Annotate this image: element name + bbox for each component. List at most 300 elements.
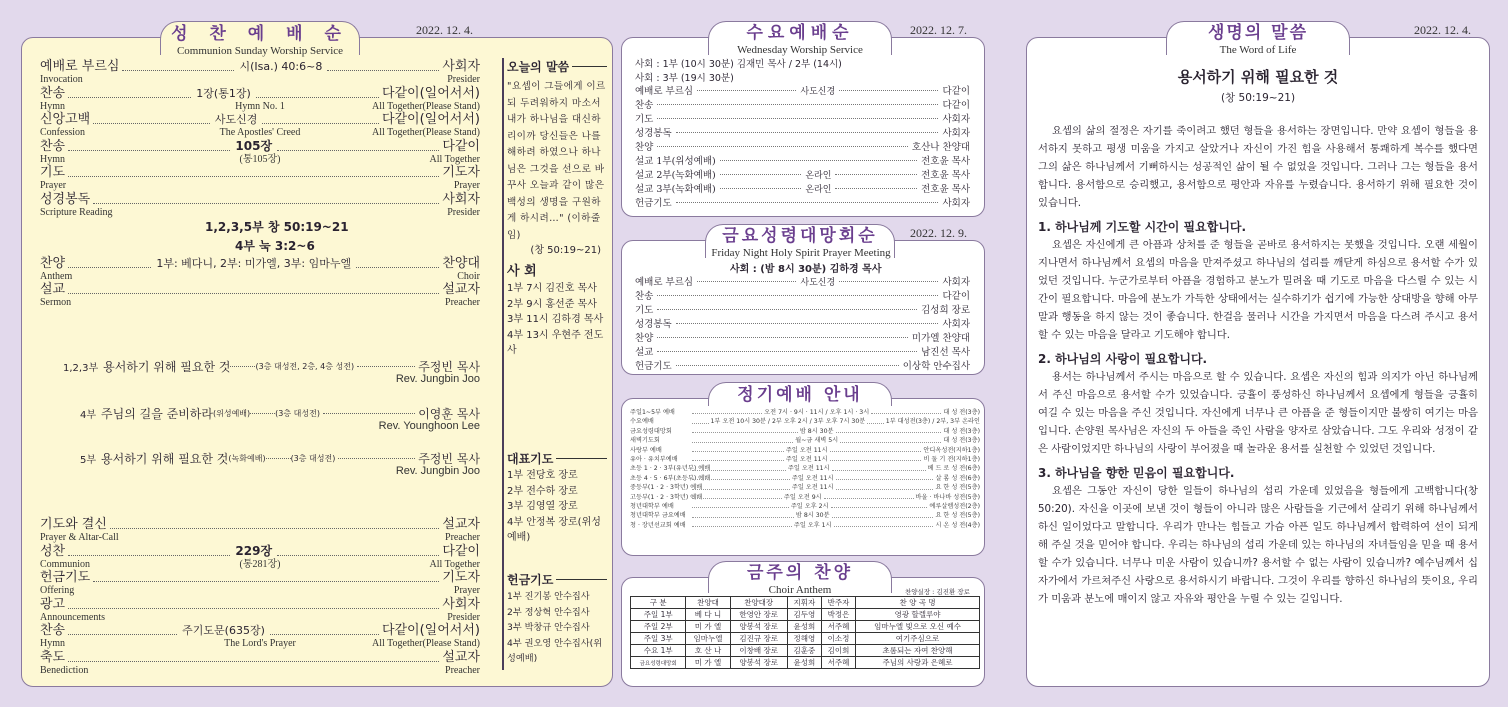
- dotted-leader: [68, 150, 230, 151]
- dotted-leader: [697, 281, 796, 282]
- service-line-role: 호산나 찬양대: [911, 142, 970, 153]
- side-list-item: 3부 11시 김하경 목사: [507, 314, 604, 325]
- service-line-role: 전호윤 목사: [921, 170, 970, 181]
- service-line-role: 사회자: [942, 128, 970, 139]
- dotted-leader: [832, 470, 926, 471]
- service-line-role: 남진선 목사: [921, 347, 970, 358]
- side-list-item: 내가 하나님을 대신하: [507, 114, 601, 125]
- choir-cell: 정해영: [787, 633, 821, 645]
- order-item: [40, 518, 480, 543]
- word-reference: (창 50:19~21): [1220, 92, 1296, 104]
- order-item-detail: 주기도문(635장): [182, 624, 265, 637]
- sermon-service: 5부: [80, 455, 97, 466]
- order-item-role-english: Preacher: [445, 297, 480, 308]
- scripture-line-1: 1,2,3,5부 창 50:19~21: [205, 220, 349, 234]
- service-line: [635, 303, 970, 315]
- service-line-label: 설교: [635, 347, 654, 358]
- dotted-leader: [692, 526, 792, 527]
- choir-cell: 윤성희: [787, 621, 821, 633]
- service-line: [635, 126, 970, 138]
- order-item-detail-sub: The Lord's Prayer: [224, 638, 296, 649]
- order-item-label: 찬송: [40, 623, 66, 638]
- choir-cell: 이소정: [821, 633, 855, 645]
- schedule-time: 주일 오전 11시: [785, 455, 828, 463]
- side-list-item: 3부 박창규 안수집사: [507, 622, 590, 633]
- order-item-role-english: All Together(Please Stand): [372, 100, 480, 112]
- order-item: [40, 257, 480, 282]
- order-item-role-english: All Together(Please Stand): [372, 127, 480, 138]
- order-item-english: Communion: [40, 558, 91, 570]
- dotted-leader: [230, 366, 255, 367]
- word-section-heading: 1. 하나님께 기도할 시간이 필요합니다.: [1038, 220, 1247, 234]
- sermon-title-note: (위성예배): [213, 409, 251, 418]
- dotted-leader: [836, 479, 934, 480]
- service-line-role: 사회자: [942, 198, 970, 209]
- choir-subtitle: Choir Anthem: [768, 584, 832, 596]
- sermon-title: 용서하기 위해 필요한 것: [101, 452, 229, 466]
- schedule-row: [630, 408, 980, 417]
- choir-row: [631, 609, 980, 621]
- service-line: [635, 289, 970, 301]
- order-item-label: 성찬: [40, 543, 66, 559]
- schedule-row: [630, 511, 980, 520]
- side-list-item: 꾸사 오늘과 같이 많은: [507, 180, 605, 191]
- choir-cell: 양봉석 장로: [730, 657, 787, 669]
- schedule-title: 정기예배 안내: [737, 385, 863, 405]
- word-headline: 용서하기 위해 필요한 것: [1177, 68, 1339, 86]
- order-item-label: 신앙고백: [40, 112, 91, 127]
- presiders-title: 사 회: [507, 264, 537, 279]
- order-row-english: [40, 559, 480, 570]
- service-line-label: 찬송: [635, 100, 654, 111]
- dotted-leader: [832, 517, 934, 518]
- order-item-role-english: Preacher: [445, 532, 480, 543]
- dotted-leader: [834, 526, 934, 527]
- choir-cell: 임마누엘: [686, 633, 730, 645]
- dotted-leader: [692, 489, 790, 490]
- choir-title-tab: [708, 561, 892, 596]
- schedule-name: 청년대학부 금요예배: [630, 512, 686, 520]
- side-list-item: 1부 7시 김진호 목사: [507, 283, 597, 294]
- schedule-title-tab: [708, 382, 892, 406]
- order-item-role: 사회자: [442, 596, 480, 612]
- choir-header-cell: 찬 양 곡 명: [856, 597, 980, 609]
- service-line: [635, 317, 970, 329]
- order-item-role-english: Prayer: [453, 180, 480, 191]
- choir-cell: 임마누엘 빛으로 오신 예수: [856, 621, 980, 633]
- dotted-leader: [93, 203, 439, 204]
- order-item-role: 사회자: [442, 191, 480, 207]
- schedule-row: [630, 436, 980, 445]
- sermon-service: 4부: [80, 410, 97, 421]
- service-line-role: 전호윤 목사: [921, 184, 970, 195]
- order-item-role: 다같이(일어서서): [381, 85, 480, 101]
- side-list-item: 리이까 당신들은 나를: [507, 130, 601, 142]
- order-item-english: Hymn: [40, 100, 65, 112]
- choir-cell: 주일 3부: [631, 633, 686, 645]
- order-item-label: 성경봉독: [40, 191, 91, 207]
- order-item-detail: 229장: [235, 543, 273, 558]
- side-list-item: 1부 전당호 장로: [507, 470, 578, 481]
- sunday-subtitle: Communion Sunday Worship Service: [176, 45, 344, 57]
- order-item-role-english: All Together: [429, 153, 480, 165]
- dotted-leader: [692, 517, 794, 518]
- side-list-item: 게 하시려…" (이하줄임): [507, 213, 601, 241]
- dotted-leader: [357, 366, 415, 367]
- service-line: [635, 182, 970, 194]
- order-item-role: 설교자: [442, 282, 480, 297]
- sermon-location: (3층 대성전, 2층, 4층 성전): [255, 362, 355, 371]
- dotted-leader: [720, 188, 802, 189]
- dotted-leader: [93, 123, 210, 124]
- choir-cell: 초롬되는 자여 찬양해: [856, 645, 980, 657]
- sunday-title: 성 찬 예 배 순: [171, 24, 349, 44]
- order-item-detail: 사도신경: [214, 113, 258, 126]
- order-item-label: 설교: [40, 282, 66, 297]
- choir-title: 금주의 찬양: [746, 563, 854, 583]
- schedule-time: 오전 7시 · 9시 · 11시 / 오후 1시 · 3시: [764, 409, 870, 416]
- side-list-item: 님은 그것을 선으로 바: [507, 163, 605, 175]
- side-list-item: 2부 9시 홍선준 목사: [507, 298, 597, 310]
- schedule-place: 비 둘 기 전(지하1층): [923, 455, 980, 463]
- order-row-english: [40, 154, 480, 165]
- schedule-place: 예루살렘성전(2층): [929, 502, 980, 510]
- order-item-english: Prayer: [40, 180, 67, 191]
- order-item: [40, 140, 480, 165]
- friday-date: 2022. 12. 9.: [910, 226, 967, 240]
- service-line: [635, 168, 970, 180]
- order-item-label: 축도: [40, 649, 66, 665]
- service-line: [635, 140, 970, 152]
- schedule-row: [630, 502, 980, 511]
- dotted-leader: [266, 458, 291, 459]
- choir-cell: 수요 1부: [631, 645, 686, 657]
- choir-header-cell: 구 분: [631, 597, 686, 609]
- choir-cell: 김두영: [787, 609, 821, 621]
- order-item-label: 찬양: [40, 256, 66, 271]
- word-date: 2022. 12. 4.: [1414, 23, 1471, 37]
- order-row: [40, 60, 480, 74]
- schedule-name: 초등 1 · 2 · 3부(유년부) 예배: [630, 465, 711, 473]
- dotted-leader: [277, 150, 439, 151]
- service-line-label: 헌금기도: [635, 361, 672, 372]
- schedule-row: [630, 483, 980, 492]
- service-line-label: 기도: [635, 305, 654, 316]
- choir-cell: 서주혜: [821, 621, 855, 633]
- dotted-leader: [692, 442, 793, 443]
- choir-cell: 윤성희: [787, 657, 821, 669]
- order-item: [40, 283, 480, 308]
- service-line-detail: 사도신경: [800, 86, 836, 97]
- word-section-heading: 2. 하나님의 사랑이 필요합니다.: [1038, 352, 1208, 366]
- schedule-place: 요 한 성 전(5층): [935, 484, 980, 492]
- order-row-english: [40, 665, 480, 676]
- service-line-role: 사회자: [942, 319, 970, 330]
- schedule-time: 주일 오전 11시: [791, 474, 834, 482]
- service-line-label: 설교 1부(위성예배): [635, 156, 716, 167]
- service-line: [635, 154, 970, 166]
- dotted-leader: [839, 281, 938, 282]
- service-line-role: 다같이: [942, 100, 970, 111]
- order-item-role: 설교자: [442, 517, 480, 532]
- order-item-english: Offering: [40, 585, 75, 596]
- side-list-item: 백성의 생명을 구원하: [507, 196, 601, 208]
- schedule-place: 1부 대성전(3층) / 2부, 3부 온라인: [885, 418, 980, 426]
- dotted-leader: [68, 634, 177, 635]
- dotted-leader: [657, 146, 908, 147]
- dotted-leader: [327, 70, 439, 71]
- order-item-english: Anthem: [40, 271, 73, 282]
- order-item-role-english: All Together(Please Stand): [372, 638, 480, 649]
- order-item-label: 기도와 결신: [40, 517, 107, 532]
- sermon-title-note: (녹화예배): [228, 454, 266, 463]
- order-item-label: 찬송: [40, 138, 66, 154]
- word-subtitle: The Word of Life: [1219, 44, 1297, 56]
- word-title-tab: [1166, 21, 1350, 55]
- side-list-item: 2부 전수하 장로: [507, 485, 578, 497]
- choir-cell: 양봉석 장로: [730, 621, 787, 633]
- dotted-leader: [68, 661, 439, 662]
- order-item-role-english: All Together: [429, 558, 480, 570]
- side-list-item: 1부 진기봉 안수집사: [507, 591, 590, 602]
- choir-cell: 영광 할렐루야: [856, 609, 980, 621]
- order-item-english: Benediction: [40, 664, 89, 676]
- dotted-leader: [68, 293, 439, 294]
- order-row: [40, 624, 480, 638]
- schedule-time: 주일 오전 11시: [787, 465, 830, 473]
- dotted-leader: [692, 451, 784, 452]
- choir-row: [631, 633, 980, 645]
- dotted-leader: [356, 267, 439, 268]
- dotted-leader: [835, 188, 917, 189]
- order-item: [40, 651, 480, 676]
- dotted-leader: [676, 323, 939, 324]
- schedule-name: 고등부(1 · 2 · 3학년) 예배: [630, 493, 703, 501]
- choir-table: [630, 596, 980, 669]
- service-line-label: 기도: [635, 114, 654, 125]
- friday-lead: 사회 : (밤 8시 30분) 김하경 목사: [730, 264, 882, 275]
- sermon-location: (3층 대성전): [275, 409, 320, 418]
- service-line: [635, 112, 970, 124]
- order-item-detail-sub: Hymn No. 1: [235, 100, 285, 112]
- sermon-preacher: 이영훈 목사: [418, 407, 480, 421]
- order-item-role: 기도자: [442, 570, 480, 585]
- order-item-role-english: Presider: [447, 74, 480, 85]
- order-item-detail: 시(Isa.) 40:6~8: [239, 60, 323, 73]
- schedule-name: 청 · 장년선교회 예배: [630, 521, 686, 529]
- schedule-row: [630, 417, 980, 426]
- today-word-title: 오늘의 말씀: [507, 60, 570, 74]
- order-item-detail: 105장: [235, 138, 273, 153]
- service-line: [635, 359, 970, 371]
- schedule-name: 청년대학부 예배: [630, 502, 674, 510]
- friday-title-tab: [705, 224, 895, 258]
- word-section-heading: 3. 하나님을 향한 믿음이 필요합니다.: [1038, 466, 1235, 480]
- order-row: [40, 545, 480, 559]
- order-item-detail: 1장(통1장): [196, 86, 251, 100]
- choir-cell: 여기주심으로: [856, 633, 980, 645]
- order-item-english: Hymn: [40, 638, 65, 649]
- service-line-detail: 온라인: [805, 184, 832, 195]
- word-intro: 요셉의 삶의 절정은 자기를 죽이려고 했던 형들을 용서하는 장면입니다. 만약 요셉이 형들을 용서하지 못하고 평생 미움을 가지고 살았거나 자신이 가진 힘을 사용해서 통쾌하게 복수를 했다면 그의 삶은 하나님께서 기뻐하시는 성공적인 삶이 될 수 없었을 것입니다. 그러나 그는 형들을 용서합니다. 용서함으로 승리했고, 용서함으로 평안과 자유를 누렸습니다. 용서하기 위해 필요한 것이 있습니다.: [1038, 125, 1478, 209]
- dotted-leader: [68, 176, 439, 177]
- dotted-leader: [250, 413, 275, 414]
- dotted-leader: [839, 90, 938, 91]
- order-item-label: 기도: [40, 165, 66, 180]
- service-line-label: 설교 3부(녹화예배): [635, 184, 716, 195]
- dotted-leader: [676, 202, 939, 203]
- sermon-preacher-english: Rev. Younghoon Lee: [378, 420, 480, 432]
- order-row: [40, 518, 480, 532]
- dotted-leader: [824, 498, 914, 499]
- schedule-time: 밤 8시 30분: [799, 427, 834, 435]
- schedule-time: 주일 오후 2시: [790, 502, 829, 510]
- order-row: [40, 140, 480, 154]
- word-section-body: 용서는 하나님께서 주시는 마음으로 할 수 있습니다. 요셉은 자신의 힘과 의지가 아닌 하나님께서 주신 마음으로 용서할 수가 있었습니다. 긍휼이 풍성하신 하나님께서 요셉에게 형들을 긍휼히 여길 수 있는 마음을 주신 것입니다. 자신에게 너무나 큰 아픔을 준 형들이지만 불쌍히 여기는 마음입니다. 손양원 목사님은 자신의 두 아들을 죽인 사람을 양자로 삼았습니다. 그도 우리와 성정이 같은 사람이었지만 하나님의 사랑이 부어졌을 때 놀라운 용서를 실천할 수 있었던 것입니다.: [1038, 371, 1478, 455]
- choir-cell: 베 다 니: [686, 609, 730, 621]
- schedule-row: [630, 474, 980, 483]
- service-line-role: 다같이: [942, 291, 970, 302]
- schedule-name: 유아 · 유치부예배: [630, 455, 678, 463]
- order-item-english: Announcements: [40, 611, 105, 623]
- schedule-row: [630, 521, 980, 530]
- order-item-detail-sub: (통105장): [239, 153, 281, 165]
- schedule-name: 중등부(1 · 2 · 3학년) 예배: [630, 484, 703, 492]
- side-list-item: 4부 권오영 안수집사(위성예배): [507, 637, 603, 664]
- schedule-time: 밤 8시 30분: [795, 512, 830, 520]
- dotted-leader: [256, 97, 379, 98]
- side-list-item: 4부 13시 우현주 전도사: [507, 329, 604, 356]
- choir-header-cell: 지휘자: [787, 597, 821, 609]
- order-item-english: Confession: [40, 127, 85, 138]
- schedule-time: 주일 오전 9시: [783, 493, 822, 501]
- order-item: [40, 624, 480, 649]
- schedule-time: 주일 오전 11시: [791, 484, 834, 492]
- side-list-item: 4부 안정복 장로(위성예배): [507, 516, 601, 543]
- order-item-english: Sermon: [40, 297, 72, 308]
- offering-prayer-title: 헌금기도: [507, 573, 554, 587]
- dotted-leader: [262, 123, 379, 124]
- schedule-time: 주일 오후 1시: [793, 521, 832, 529]
- service-line: [635, 98, 970, 110]
- schedule-place: 대 성 전(3층): [943, 437, 980, 445]
- schedule-name: 수요예배: [630, 418, 654, 426]
- dotted-leader: [93, 581, 439, 582]
- order-row-english: [40, 638, 480, 649]
- order-item-role: 찬양대: [442, 256, 481, 271]
- choir-cell: 주님의 사랑과 은혜로: [856, 657, 980, 669]
- dotted-leader: [871, 413, 941, 414]
- choir-cell: 김진규 장로: [730, 633, 787, 645]
- dotted-leader: [692, 413, 762, 414]
- service-line-role: 전호윤 목사: [921, 156, 970, 167]
- dotted-leader: [835, 174, 917, 175]
- order-item-label: 광고: [40, 596, 66, 612]
- dotted-leader: [676, 365, 899, 366]
- service-line-role: 미가엘 찬양대: [911, 333, 970, 344]
- choir-credit: 찬양실장 : 김진환 장로: [905, 588, 970, 596]
- order-item-label: 예배로 부르심: [40, 59, 120, 74]
- order-row: [40, 598, 480, 612]
- order-row-english: [40, 585, 480, 596]
- side-list-item: "요셉이 그들에게 이르: [507, 81, 606, 92]
- service-line: [635, 331, 970, 343]
- schedule-place: 시 온 성 전(4층): [935, 521, 980, 529]
- choir-cell: 미 가 엘: [686, 621, 730, 633]
- order-row: [40, 283, 480, 297]
- dotted-leader: [657, 104, 938, 105]
- dotted-leader: [270, 634, 379, 635]
- sunday-title-tab: [160, 21, 360, 55]
- dotted-leader: [836, 432, 942, 433]
- choir-cell: 호 산 나: [686, 645, 730, 657]
- sunday-date: 2022. 12. 4.: [416, 23, 473, 37]
- dotted-leader: [692, 460, 784, 461]
- service-line-label: 예배로 부르심: [635, 86, 694, 97]
- dotted-leader: [830, 460, 922, 461]
- choir-row: [631, 621, 980, 633]
- schedule-row: [630, 464, 980, 473]
- order-item-role: 다같이(일어서서): [381, 623, 480, 638]
- service-line-detail: 온라인: [805, 170, 832, 181]
- word-article: [1038, 122, 1478, 608]
- friday-title: 금요성령대망회순: [722, 226, 878, 246]
- order-row-english: [40, 207, 480, 218]
- schedule-name: 사랑부 예배: [630, 446, 662, 454]
- order-row: [40, 571, 480, 585]
- dotted-leader: [692, 432, 798, 433]
- sermon-preacher: 주정빈 목사: [418, 452, 480, 466]
- service-line-detail: 사도신경: [800, 277, 836, 288]
- order-item-english: Scripture Reading: [40, 206, 113, 218]
- sermon-title: 용서하기 위해 필요한 것: [103, 360, 231, 374]
- service-line-label: 찬양: [635, 142, 654, 153]
- rep-prayer-box: [507, 450, 607, 546]
- today-word-ref: (창 50:19~21): [530, 245, 601, 256]
- order-row: [40, 113, 480, 127]
- service-line-role: 사회자: [942, 277, 970, 288]
- dotted-leader: [338, 458, 415, 459]
- order-item-english: Invocation: [40, 74, 83, 85]
- order-item-role-english: Presider: [447, 206, 480, 218]
- order-item: [40, 113, 480, 138]
- order-item-role-english: Prayer: [453, 585, 480, 596]
- choir-row: [631, 657, 980, 669]
- side-list-item: 3부 김영열 장로: [507, 501, 578, 512]
- dotted-leader: [676, 132, 939, 133]
- offering-prayer-box: [507, 571, 607, 667]
- service-line-role: 이상학 안수집사: [902, 361, 970, 372]
- choir-cell: 금요성령대망회: [631, 657, 686, 669]
- dotted-leader: [657, 337, 908, 338]
- dotted-leader: [277, 555, 439, 556]
- service-line-role: 사회자: [942, 114, 970, 125]
- schedule-place: 안디옥성전(지하1층): [923, 446, 980, 454]
- order-row-english: [40, 297, 480, 308]
- dotted-leader: [657, 118, 938, 119]
- wednesday-lead-2: 사회 : 3부 (19시 30분): [635, 73, 734, 84]
- service-line-label: 성경봉독: [635, 319, 672, 330]
- schedule-place: 베 드 로 성 전(6층): [927, 465, 980, 473]
- presiders-box: [507, 260, 607, 359]
- wednesday-title: 수요예배순: [746, 23, 854, 43]
- choir-cell: 미 가 엘: [686, 657, 730, 669]
- schedule-time: 주일 오전 11시: [785, 446, 828, 454]
- service-line: [635, 84, 970, 96]
- side-list-item: 되 두려워하지 마소서: [507, 97, 601, 109]
- word-section-body: 요셉은 그동안 자신이 당한 일들이 하나님의 섭리 가운데 있었음을 형들에게 고백합니다(창 50:20). 자신을 이곳에 보낸 것이 형들이 아니라 많은 사람들을 기근에서 살리기 위해 하나님께서 하신 일이었다고 말합니다. 우리가 만나는 힘들고 가슴 아픈 일도 하나님께서 합력하여 선이 되게 해 주실 것을 믿어야 합니다. 우리는 하나님의 섭리 가운데 있는 하나님의 자녀들임을 믿을 때 용서할 수가 있습니다. 너무나 미운 사람이 있습니까? 용서할 수 없는 사람이 있습니까? 예수님께서 십자가에서 가르쳐주신 사랑으로 용서하시기 바랍니다. 그것이 우리를 향하신 하나님의 뜻이요, 우리가 미움과 분노에 매이지 않고 자유와 평안을 누릴 수 있는 길입니다.: [1038, 485, 1478, 605]
- order-row: [40, 87, 480, 101]
